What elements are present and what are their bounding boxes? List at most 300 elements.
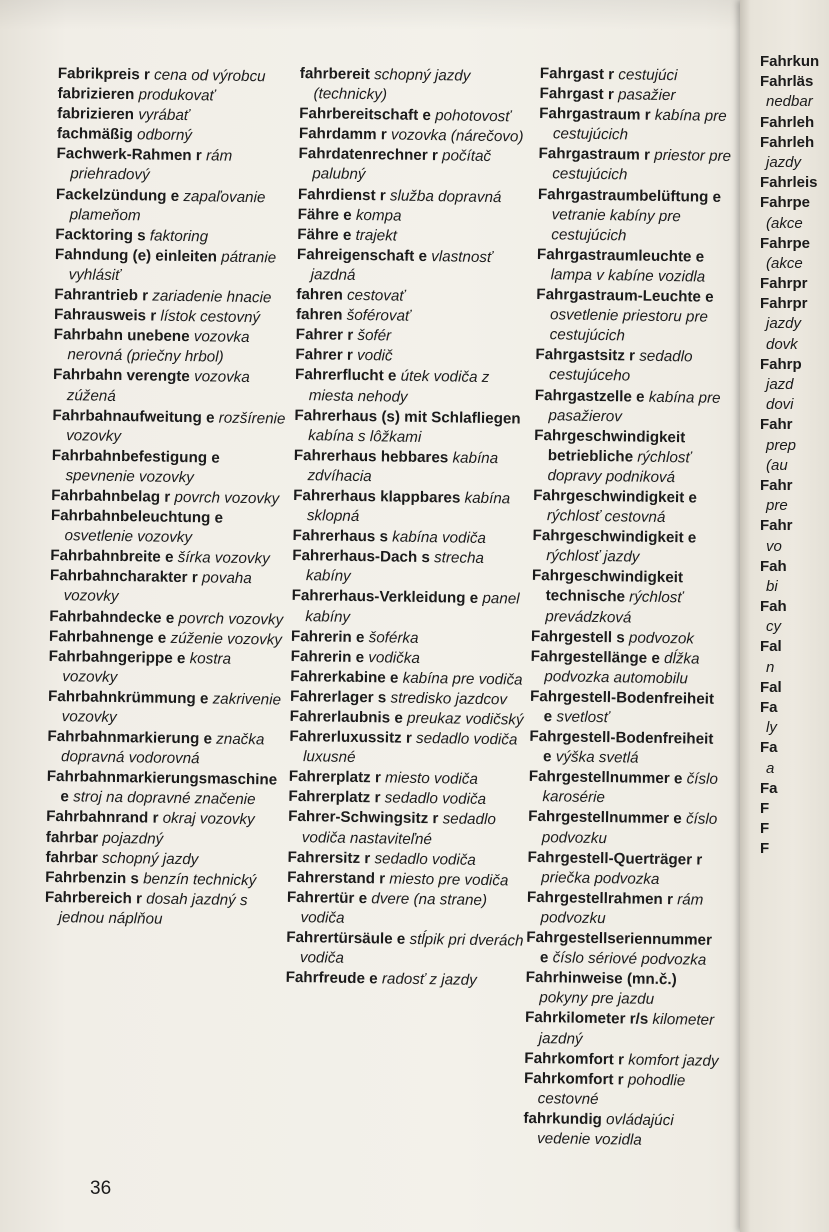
entry-translation: ovládajúci vedenie vozidla bbox=[536, 1111, 674, 1149]
entry-translation: kabína pre cestujúcich bbox=[552, 106, 727, 144]
entry-headword: Fahrbahnbelag bbox=[51, 486, 161, 506]
entry-headword: Fahrdatenrechner bbox=[298, 145, 428, 165]
entry-gender: s bbox=[130, 869, 140, 888]
entry-translation: sedadlo vodiča bbox=[374, 849, 476, 869]
entry-headword: Fahrgeschwindigkeit technische bbox=[531, 567, 684, 606]
entry-translation: kabína pre vodiča bbox=[402, 669, 523, 689]
entry-gender: e bbox=[673, 810, 682, 828]
dictionary-entry bbox=[524, 1048, 719, 1071]
entry-gender: e bbox=[355, 628, 365, 646]
entry-translation: schopný jazdy (technicky) bbox=[313, 66, 471, 104]
entry-headword: Fahrgast bbox=[539, 64, 605, 84]
next-page-fragment: bi bbox=[766, 577, 778, 595]
page-number: 36 bbox=[90, 1178, 112, 1199]
entry-headword: Fahrkilometer bbox=[524, 1009, 626, 1028]
entry-gender: r bbox=[152, 810, 159, 828]
dictionary-entry bbox=[533, 486, 729, 529]
entry-headword: Fahrerhaus hebbares bbox=[293, 446, 449, 467]
next-page-fragment: Fahrleh bbox=[760, 133, 815, 151]
entry-translation: zariadenie hnacie bbox=[152, 287, 272, 307]
entry-translation: dĺžka podvozka automobilu bbox=[544, 649, 700, 688]
entry-gender: e bbox=[422, 107, 432, 125]
entry-headword: Fahrerkabine bbox=[290, 667, 386, 687]
next-page-fragment: Fahr bbox=[760, 517, 793, 535]
next-page-fragment: jazdy bbox=[766, 153, 802, 171]
entry-translation: trajekt bbox=[355, 226, 398, 245]
entry-translation: šoférka bbox=[368, 628, 419, 647]
entry-headword: Fahrantrieb bbox=[54, 286, 139, 305]
entry-gender: e bbox=[469, 590, 479, 608]
entry-translation: odborný bbox=[136, 126, 193, 145]
entry-gender: e bbox=[543, 708, 553, 726]
entry-translation: sedadlo cestujúceho bbox=[548, 347, 693, 385]
entry-translation: výška svetlá bbox=[555, 748, 639, 767]
dictionary-entry bbox=[56, 144, 293, 188]
entry-gender: r bbox=[135, 890, 143, 908]
next-page-fragment: ly bbox=[766, 719, 777, 737]
next-page-fragment: Fal bbox=[760, 638, 782, 656]
entry-gender: e bbox=[176, 649, 186, 667]
entry-headword: Fahrerin bbox=[290, 647, 352, 666]
entry-headword: Fahrgastraum bbox=[539, 105, 641, 124]
entry-headword: Fahrbahnenge bbox=[48, 627, 154, 647]
entry-translation: rozšírenie vozovky bbox=[66, 409, 286, 445]
entry-gender: r bbox=[644, 106, 651, 124]
entry-translation: schopný jazdy bbox=[101, 849, 199, 868]
next-page-fragment: F bbox=[760, 840, 770, 858]
entry-gender: e bbox=[165, 609, 175, 627]
next-page-fragment: jazd bbox=[766, 376, 794, 393]
dictionary-entry bbox=[286, 928, 527, 972]
entry-translation: sedadlo vodiča nastaviteľné bbox=[301, 810, 496, 848]
entry-translation: pohodlie cestovné bbox=[537, 1071, 686, 1108]
entry-headword: Fahrbahnbefestigung bbox=[51, 446, 208, 467]
entry-headword: Fahrbahnrand bbox=[46, 808, 149, 827]
dictionary-entry bbox=[55, 245, 292, 289]
dictionary-entry bbox=[536, 285, 732, 348]
entry-headword: Fahrgast bbox=[539, 85, 604, 104]
entry-gender: e bbox=[205, 408, 215, 427]
dictionary-entry bbox=[534, 385, 730, 428]
dictionary-entry bbox=[525, 1008, 721, 1051]
entry-translation: povrch vozovky bbox=[174, 488, 280, 508]
entry-translation: produkovať bbox=[138, 86, 216, 105]
entry-headword: Fahrgestellrahmen bbox=[526, 888, 663, 908]
entry-headword: Fahrbahn unebene bbox=[53, 326, 190, 346]
entry-gender: r bbox=[142, 287, 149, 305]
entry-translation: vodička bbox=[368, 648, 421, 667]
entry-headword: Fahrdienst bbox=[297, 185, 376, 204]
dictionary-entry bbox=[525, 968, 721, 1011]
entry-headword: Fahrbereitschaft bbox=[299, 105, 419, 125]
entry-translation: dvere (na strane) vodiča bbox=[300, 890, 488, 927]
dictionary-entry bbox=[299, 64, 540, 108]
next-page-fragment: prep bbox=[766, 436, 797, 454]
dictionary-column-1 bbox=[44, 64, 294, 932]
entry-gender: e bbox=[170, 187, 180, 205]
entry-gender: e bbox=[342, 226, 352, 244]
entry-headword: Fahrerluxussitz bbox=[289, 728, 402, 747]
entry-gender: r bbox=[607, 86, 614, 104]
dictionary-column-2 bbox=[285, 64, 539, 992]
next-page-fragment: Fahr bbox=[760, 416, 793, 434]
entry-translation: cestujúci bbox=[618, 66, 678, 85]
dictionary-entry bbox=[53, 325, 290, 369]
entry-gender: e bbox=[673, 770, 683, 788]
dictionary-entry bbox=[529, 727, 725, 770]
page-top-shadow bbox=[0, 0, 829, 30]
entry-headword: Fahrerplatz bbox=[288, 788, 371, 807]
entry-gender: r bbox=[191, 569, 198, 587]
dictionary-column-3 bbox=[523, 64, 735, 1152]
dictionary-entry bbox=[286, 888, 527, 932]
next-page-fragment: Fahrp bbox=[760, 355, 802, 373]
next-page-fragment: (akce bbox=[766, 254, 803, 272]
entry-headword: Fahrerhaus bbox=[292, 527, 376, 546]
dictionary-entry bbox=[526, 888, 722, 931]
entry-headword: fachmäßig bbox=[56, 125, 133, 144]
next-page-fragment: pre bbox=[766, 497, 788, 515]
next-page-fragment: Fa bbox=[760, 699, 778, 716]
entry-headword: Fahrbenzin bbox=[45, 868, 127, 887]
entry-headword: Fahrertürsäule bbox=[286, 928, 393, 948]
entry-gender: e bbox=[358, 889, 368, 907]
dictionary-entry bbox=[285, 968, 525, 992]
entry-headword: Fahrkomfort bbox=[523, 1069, 614, 1088]
next-page-fragment: jazdy bbox=[766, 315, 802, 333]
entry-headword: Fahrgastsitz bbox=[535, 346, 626, 365]
entry-translation: podvozok bbox=[628, 629, 695, 648]
entry-headword: Fahrausweis bbox=[53, 306, 147, 325]
next-page-fragment: Fahrpe bbox=[760, 234, 811, 252]
entry-translation: svetlosť bbox=[556, 708, 610, 727]
dictionary-entry bbox=[44, 888, 281, 932]
dictionary-entry bbox=[530, 647, 726, 690]
entry-translation: dosah jazdný s jednou náplňou bbox=[58, 890, 248, 928]
entry-headword: Fähre bbox=[297, 205, 340, 224]
entry-translation: útek vodiča z miesta nehody bbox=[308, 368, 490, 406]
entry-headword: Fahrgastraum bbox=[538, 145, 640, 164]
dictionary-entry bbox=[531, 627, 726, 650]
entry-headword: Fahrer-Schwingsitz bbox=[288, 808, 429, 828]
next-page-fragment: Fah bbox=[760, 598, 787, 616]
entry-translation: rýchlosť dopravy podniková bbox=[547, 448, 691, 487]
entry-translation: kabína s lôžkami bbox=[308, 426, 422, 446]
entry-gender: r bbox=[643, 147, 651, 165]
dictionary-entry bbox=[293, 446, 534, 490]
entry-translation: sedadlo vodiča bbox=[384, 789, 487, 809]
entry-translation: kabína vodiča bbox=[392, 528, 487, 548]
entry-headword: fabrizieren bbox=[57, 105, 135, 124]
entry-gender: e bbox=[199, 690, 209, 708]
entry-translation: rám priehradový bbox=[70, 147, 233, 184]
entry-headword: Fahrbahnmarkierung bbox=[47, 728, 200, 748]
entry-gender: e bbox=[387, 367, 397, 385]
dictionary-entry bbox=[295, 365, 536, 409]
dictionary-entry bbox=[53, 365, 290, 409]
entry-translation: pokyny pre jazdu bbox=[539, 989, 655, 1009]
entry-headword: Fahrgastraumleuchte bbox=[536, 245, 692, 266]
entry-gender: e bbox=[157, 629, 167, 647]
entry-gender: e bbox=[651, 649, 660, 667]
entry-headword: Fahrgeschwindigkeit bbox=[533, 486, 685, 507]
next-page-fragment: Fahrpr bbox=[760, 295, 808, 313]
dictionary-entry bbox=[526, 928, 722, 971]
entry-translation: stroj na dopravné značenie bbox=[73, 788, 256, 809]
dictionary-entry bbox=[528, 767, 724, 810]
next-page-fragment: a bbox=[766, 759, 775, 777]
dictionary-entry bbox=[523, 1109, 719, 1152]
entry-headword: Fahrbahnkrümmung bbox=[47, 687, 196, 708]
entry-translation: číslo karosérie bbox=[542, 770, 719, 807]
entry-headword: Fahrerin bbox=[290, 627, 352, 646]
entry-headword: Fahrfreude bbox=[285, 969, 366, 988]
entry-gender: r bbox=[696, 851, 703, 869]
entry-headword: fahrbar bbox=[45, 828, 99, 847]
dictionary-entry bbox=[48, 687, 285, 731]
entry-headword: fahren bbox=[295, 306, 343, 324]
entry-headword: fahrbar bbox=[45, 848, 98, 867]
dictionary-entry bbox=[537, 245, 733, 288]
entry-translation: vodič bbox=[356, 347, 393, 365]
entry-translation: kabína zdvíhacia bbox=[307, 449, 499, 486]
entry-gender: e bbox=[355, 648, 365, 666]
entry-translation: panel kabíny bbox=[305, 590, 520, 626]
entry-translation: rýchlosť cestovná bbox=[546, 507, 666, 527]
entry-headword: Fahrgestellnummer bbox=[528, 768, 670, 788]
entry-headword: Fahrerflucht bbox=[294, 366, 384, 385]
entry-gender: r bbox=[431, 147, 439, 165]
dictionary-entry bbox=[47, 727, 284, 771]
entry-translation: faktoring bbox=[149, 227, 209, 246]
entry-headword: Fahrgestell-Querträger bbox=[527, 848, 693, 869]
entry-headword: Fahrbereich bbox=[44, 888, 132, 908]
next-page-fragment: Fahrleis bbox=[760, 174, 818, 192]
next-page-fragment: Fah bbox=[760, 557, 787, 575]
dictionary-entry bbox=[531, 566, 727, 629]
entry-gender: r bbox=[374, 769, 381, 787]
entry-headword: Fahrbahn verengte bbox=[52, 366, 190, 386]
entry-translation: priečka podvozka bbox=[541, 868, 660, 888]
entry-translation: vyrábať bbox=[138, 106, 190, 125]
entry-translation: pasažier bbox=[617, 86, 676, 105]
entry-headword: Fahrer bbox=[295, 346, 343, 365]
entry-gender: e bbox=[695, 248, 705, 266]
entry-gender: r bbox=[379, 186, 386, 204]
entry-headword: Fahrbahnbeleuchtung bbox=[50, 507, 211, 527]
entry-headword: fahrkundig bbox=[523, 1109, 603, 1128]
entry-translation: kompa bbox=[355, 206, 402, 225]
next-page-fragment: vo bbox=[766, 537, 782, 555]
entry-translation: pátranie vyhlásiť bbox=[68, 248, 277, 284]
entry-translation: vozovka (nárečovo) bbox=[390, 126, 524, 146]
entry-headword: Fackelzündung bbox=[55, 185, 167, 205]
entry-gender: e bbox=[214, 509, 224, 527]
entry-gender: e bbox=[712, 188, 722, 206]
entry-translation: služba dopravná bbox=[389, 186, 502, 206]
entry-headword: Fahrgastraum-Leuchte bbox=[536, 286, 702, 306]
dictionary-entry bbox=[51, 446, 288, 490]
dictionary-entry bbox=[528, 807, 724, 850]
entry-translation: číslo podvozku bbox=[541, 810, 718, 847]
entry-translation: osvetlenie vozovky bbox=[64, 527, 193, 547]
entry-gender: e bbox=[211, 449, 220, 467]
entry-headword: Fahrerhaus (s) mit Schlafliegen bbox=[294, 406, 521, 428]
dictionary-entry bbox=[532, 526, 728, 569]
entry-translation: kabína sklopná bbox=[306, 489, 511, 526]
entry-gender: e bbox=[539, 949, 549, 967]
entry-headword: Fahrerhaus-Dach bbox=[292, 547, 418, 567]
next-page-fragment: Fa bbox=[760, 779, 778, 797]
entry-translation: vetranie kabíny pre cestujúcich bbox=[551, 205, 681, 245]
entry-gender: r bbox=[432, 810, 439, 828]
entry-gender: r bbox=[164, 488, 171, 506]
entry-headword: Fahrhinweise (mn.č.) bbox=[525, 969, 677, 989]
dictionary-entry bbox=[50, 506, 287, 550]
entry-gender: r bbox=[150, 307, 157, 325]
next-page-fragment: Fahrläs bbox=[760, 73, 814, 91]
next-page-fragment: cy bbox=[766, 618, 781, 636]
entry-gender: e bbox=[635, 388, 645, 406]
entry-headword: Fahrgestell-Bodenfreiheit bbox=[529, 687, 715, 708]
entry-translation: lampa v kabíne vozidla bbox=[550, 266, 706, 286]
entry-translation: povaha vozovky bbox=[63, 569, 252, 606]
entry-gender: e bbox=[164, 548, 174, 567]
entry-headword: Fahrgestell-Bodenfreiheit bbox=[529, 728, 714, 748]
dictionary-entry bbox=[52, 406, 289, 450]
entry-gender: r/s bbox=[629, 1010, 649, 1029]
entry-headword: Fahrerhaus-Verkleidung bbox=[291, 587, 466, 608]
next-page-fragment: dovi bbox=[766, 396, 794, 414]
dictionary-entry bbox=[527, 848, 723, 891]
entry-headword: Fahrbahnaufweitung bbox=[52, 406, 202, 426]
entry-translation: miesto pre vodiča bbox=[389, 870, 509, 890]
entry-headword: Fahrgestellnummer bbox=[528, 808, 670, 828]
entry-gender: r bbox=[374, 789, 381, 807]
dictionary-entry bbox=[537, 185, 733, 248]
dictionary-entry bbox=[48, 647, 285, 691]
next-page-fragment: Fahrleh bbox=[760, 113, 815, 131]
entry-gender: r bbox=[405, 729, 412, 747]
dictionary-entry bbox=[291, 586, 532, 630]
entry-headword: Fahrgestellseriennummer bbox=[526, 928, 713, 949]
entry-headword: Fahrbahncharakter bbox=[49, 567, 188, 587]
entry-translation: pohotovosť bbox=[435, 107, 511, 126]
entry-translation: šofér bbox=[357, 327, 392, 345]
entry-gender: e bbox=[369, 970, 378, 988]
entry-translation: strecha kabíny bbox=[305, 549, 485, 586]
entry-gender: r bbox=[347, 326, 354, 345]
entry-gender: r bbox=[379, 870, 386, 888]
entry-translation: preukaz vodičský bbox=[406, 709, 524, 729]
entry-translation: číslo sériové podvozka bbox=[552, 949, 707, 969]
entry-translation: stredisko jazdcov bbox=[390, 689, 508, 709]
entry-gender: r bbox=[608, 66, 615, 84]
entry-headword: Fahrgastzelle bbox=[534, 386, 633, 405]
dictionary-entry bbox=[46, 767, 283, 811]
entry-headword: Fahrerhaus klappbares bbox=[293, 486, 461, 507]
entry-headword: Fahrertür bbox=[286, 888, 355, 907]
entry-translation: zapaľovanie plameňom bbox=[69, 187, 266, 224]
dictionary-entry bbox=[293, 486, 534, 530]
entry-gender: e bbox=[394, 709, 403, 727]
entry-headword: Fahreigenschaft bbox=[296, 245, 415, 265]
entry-headword: Fahrbahnmarkierungsmaschine bbox=[46, 768, 278, 789]
entry-translation: benzín technický bbox=[143, 870, 257, 889]
entry-translation: šoférovať bbox=[346, 306, 411, 325]
dictionary-entry bbox=[539, 104, 735, 147]
entry-translation: priestor pre cestujúcich bbox=[552, 147, 732, 184]
entry-gender: r bbox=[628, 347, 636, 365]
entry-gender: e bbox=[203, 730, 213, 748]
entry-translation: zúženie vozovky bbox=[170, 629, 283, 649]
entry-translation: zakrivenie vozovky bbox=[61, 690, 282, 727]
entry-gender: r bbox=[143, 66, 151, 84]
dictionary-entry bbox=[533, 426, 729, 489]
entry-gender: r bbox=[666, 890, 674, 909]
entry-gender: r bbox=[617, 1071, 624, 1089]
dictionary-entry bbox=[55, 185, 292, 229]
entry-translation: lístok cestovný bbox=[160, 307, 261, 327]
dictionary-entry bbox=[294, 406, 535, 450]
entry-translation: kilometer jazdný bbox=[538, 1011, 715, 1048]
dictionary-entry bbox=[292, 546, 533, 590]
entry-gender: s bbox=[377, 689, 387, 707]
entry-gender: e bbox=[542, 748, 552, 766]
entry-headword: Fahrbahngerippe bbox=[48, 647, 173, 667]
next-page-fragment: Fa bbox=[760, 739, 778, 757]
dictionary-entry bbox=[49, 566, 286, 610]
entry-translation: sedadlo vodiča luxusné bbox=[302, 730, 518, 767]
entry-headword: Fahrkomfort bbox=[524, 1049, 614, 1068]
entry-gender: r bbox=[617, 1050, 625, 1069]
entry-translation: osvetlenie priestoru pre cestujúcich bbox=[549, 306, 709, 345]
entry-gender: e bbox=[389, 669, 399, 687]
next-page-fragment: F bbox=[760, 820, 770, 838]
next-page-fragment: (akce bbox=[766, 214, 803, 232]
entry-translation: značka dopravná vodorovná bbox=[60, 730, 265, 768]
entry-translation: miesto vodiča bbox=[384, 769, 479, 789]
entry-translation: rám podvozku bbox=[540, 891, 704, 928]
dictionary-entry bbox=[298, 144, 539, 188]
entry-headword: Fahrgastraumbelüftung bbox=[537, 185, 709, 206]
dictionary-entry bbox=[297, 245, 538, 289]
entry-headword: Fahrbahnbreite bbox=[50, 547, 161, 566]
entry-translation: cena od výrobcu bbox=[153, 66, 266, 86]
next-page-fragments bbox=[760, 52, 819, 860]
entry-gender: r bbox=[346, 347, 353, 365]
entry-gender: s bbox=[379, 528, 389, 546]
next-page-edge bbox=[740, 0, 829, 1232]
entry-translation: cestovať bbox=[346, 286, 405, 305]
entry-gender: e bbox=[705, 288, 714, 306]
entry-gender: s bbox=[421, 549, 431, 567]
entry-gender: e bbox=[343, 206, 352, 224]
next-page-fragment: Fahr bbox=[760, 476, 793, 494]
entry-headword: fabrizieren bbox=[57, 85, 135, 104]
entry-translation: vozovka zúžená bbox=[66, 368, 250, 405]
next-page-fragment: nedbar bbox=[766, 93, 813, 111]
entry-translation: vozovka nerovná (priečny hrbol) bbox=[67, 328, 250, 366]
next-page-fragment: n bbox=[766, 658, 775, 676]
dictionary-entry bbox=[535, 345, 731, 388]
next-page-fragment: Fal bbox=[760, 678, 782, 696]
entry-translation: spevnenie vozovky bbox=[65, 467, 194, 487]
entry-headword: Fahndung (e) einleiten bbox=[54, 245, 218, 266]
entry-gender: e bbox=[687, 529, 697, 547]
entry-headword: Fahrerlager bbox=[289, 687, 374, 707]
entry-headword: Fahrersitz bbox=[287, 848, 361, 867]
